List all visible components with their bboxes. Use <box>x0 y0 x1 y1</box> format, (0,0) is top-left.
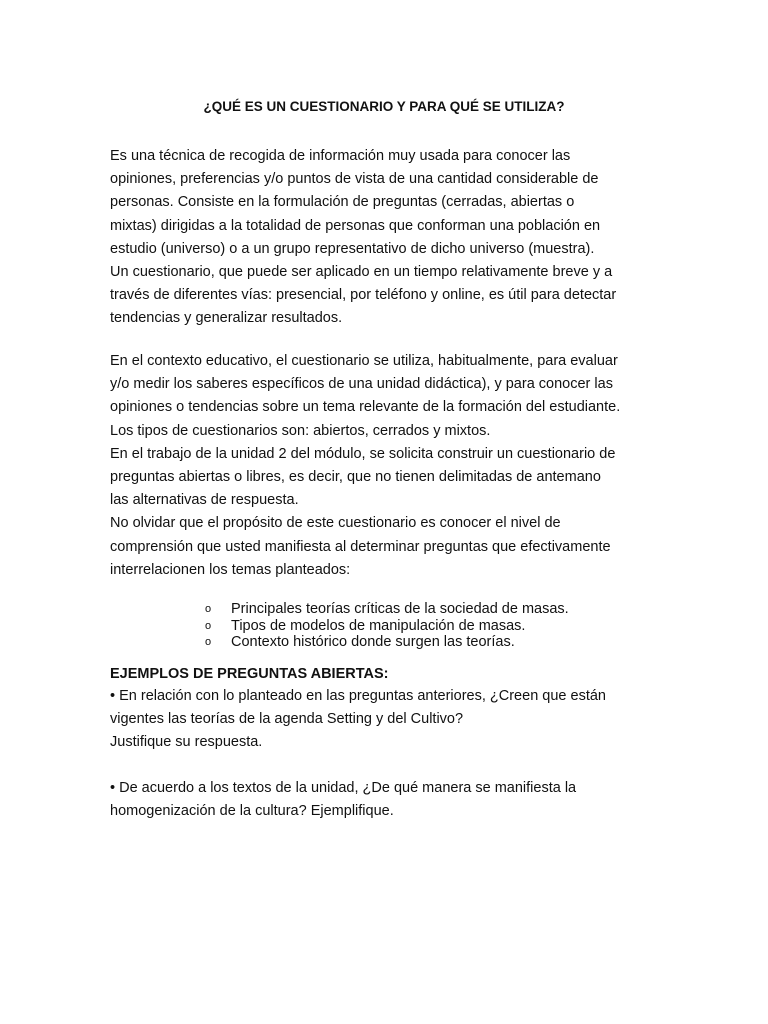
list-item <box>205 634 569 651</box>
context-paragraph: En el contexto educativo, el cuestionario se utiliza, habitualmente, para evaluar y/o medir los saberes específicos de una unidad didáctica), y para conocer las opiniones o tendencias sobre un tema relevante de la formación del estudiante. Los tipos de cuestionarios son: abiertos, cerrados y mixtos. En el trabajo de la unidad 2 del módulo, se solicita construir un cuestionario de preguntas abiertas o libres, es decir, que no tienen delimitadas de antemano las alternativas de respuesta. No olvidar que el propósito de este cuestionario es conocer el nivel de comprensión que usted manifiesta al determinar preguntas que efectivamente interrelacionen los temas planteados: <box>110 353 621 578</box>
list-bullet: o <box>205 636 212 648</box>
example-question-2: • De acuerdo a los textos de la unidad, ¿De qué manera se manifiesta la homogenización de la cultura? Ejemplifique. <box>110 780 577 820</box>
list-item <box>205 601 569 618</box>
list-bullet: o <box>205 619 212 632</box>
list-item-text: Contexto histórico donde surgen las teorías. <box>231 634 515 650</box>
list-item <box>205 618 569 635</box>
intro-paragraph: Es una técnica de recogida de información muy usada para conocer las opiniones, preferencias y/o puntos de vista de una cantidad considerable de personas. Consiste en la formulación de preguntas (cerradas, abiertas o mixtas) dirigidas a la totalidad de personas que conforman una población en estudio (universo) o a un grupo representativo de dicho universo (muestra). Un cuestionario, que puede ser aplicado en un tiempo relativamente breve y a través de diferentes vías: presencial, por teléfono y online, es útil para detectar tendencias y generalizar resultados. <box>110 148 617 327</box>
list-bullet: o <box>205 603 212 615</box>
document-title: ¿QUÉ ES UN CUESTIONARIO Y PARA QUÉ SE UTILIZA? <box>203 99 565 114</box>
example-question-1: • En relación con lo planteado en las preguntas anteriores, ¿Creen que están vigentes las teorías de la agenda Setting y del Cultivo? Justifique su respuesta. <box>110 688 606 751</box>
list-item-text: Principales teorías críticas de la sociedad de masas. <box>231 601 569 617</box>
list-item-text: Tipos de modelos de manipulación de masas. <box>231 617 526 634</box>
examples-heading: EJEMPLOS DE PREGUNTAS ABIERTAS: <box>110 666 389 682</box>
topics-list <box>205 601 569 651</box>
